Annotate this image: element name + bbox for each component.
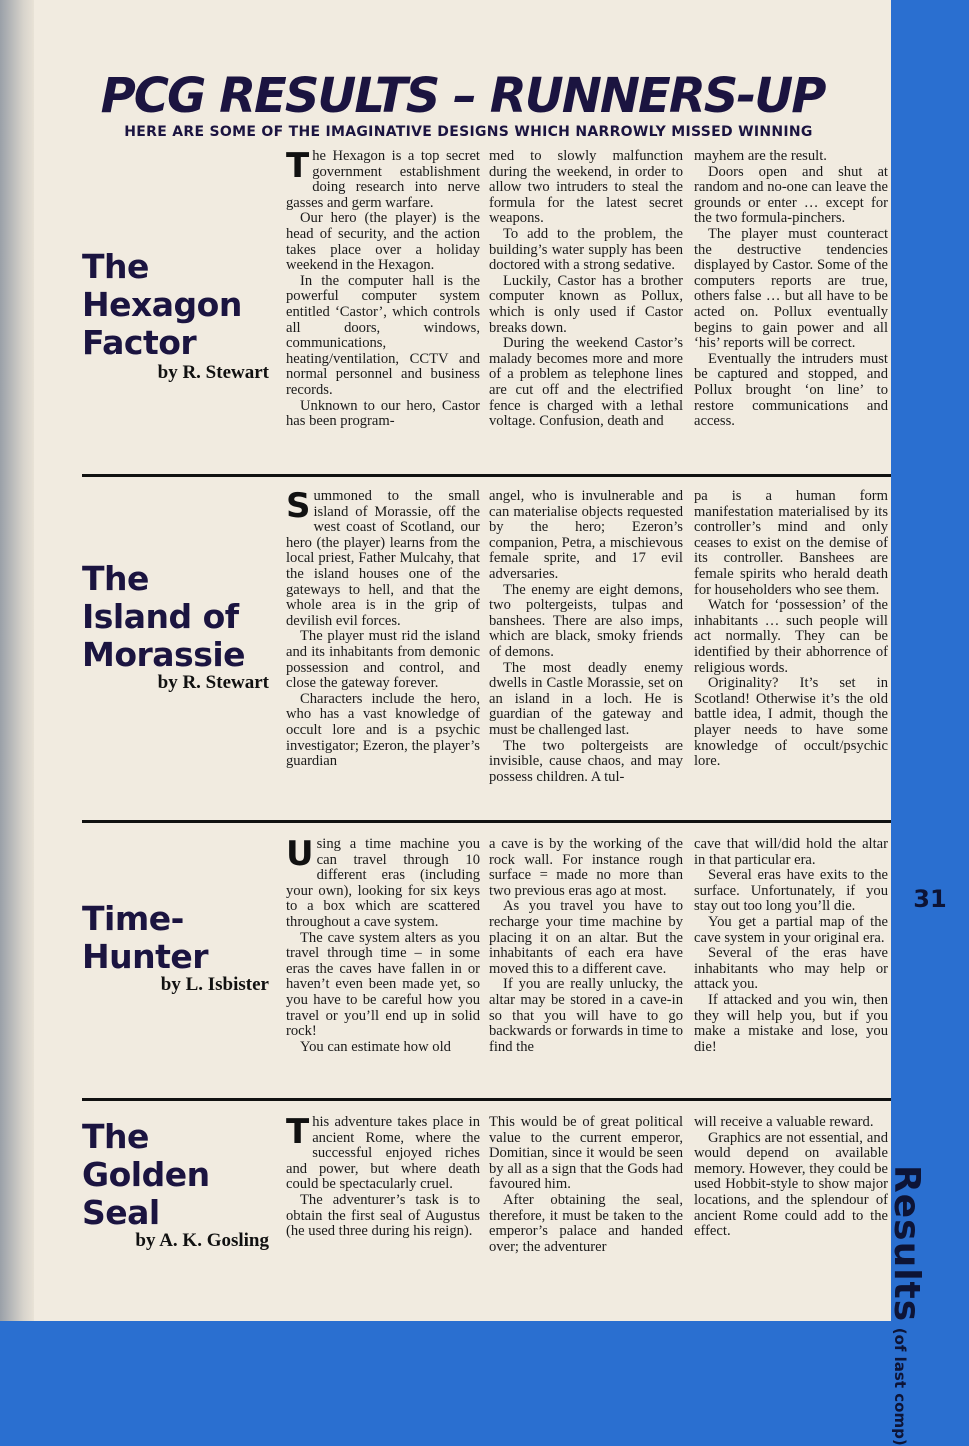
entry-byline: by R. Stewart bbox=[157, 362, 269, 383]
paragraph: pa is a human form manifestation materialised by its controller’s mind and only ceases to exist on the demise of its controller. Banshees are female spirits who herald death for householders who see them. bbox=[694, 488, 888, 598]
paragraph: Luckily, Castor has a brother computer known as Pollux, which is only used if Castor breaks down. bbox=[489, 272, 683, 336]
paragraph: This would be of great political value to the current emperor, Domitian, since it would be seen by all as a sign that the Gods had favoured him. bbox=[489, 1114, 683, 1193]
paragraph: Our hero (the player) is the head of security, and the action takes place over a holiday weekend in the Hexagon. bbox=[286, 210, 480, 274]
entry-title-line: Factor bbox=[82, 323, 197, 362]
paragraph: In the computer hall is the powerful computer system entitled ‘Castor’, which controls all doors, windows, communications, heating/ventilation, CCTV and normal personnel and business records. bbox=[286, 272, 480, 398]
entry-column-3 bbox=[694, 1115, 888, 1240]
entry-byline: by L. Isbister bbox=[160, 974, 269, 995]
paragraph: sing a time machine you can travel through 10 different eras (including your own), looking for six keys to a box which are scattered throughout a cave system. bbox=[286, 836, 480, 930]
paragraph: If attacked and you win, then they will help you, but if you make a mistake and lose, you die! bbox=[694, 991, 888, 1055]
entry-title bbox=[82, 560, 245, 674]
paragraph: The enemy are eight demons, two poltergeists, tulpas and banshees. There are also imps, which are black, smoky friends of demons. bbox=[489, 581, 683, 660]
entry-title-line: The bbox=[82, 247, 149, 286]
entry-column-1 bbox=[286, 486, 480, 770]
paragraph: Characters include the hero, who has a vast knowledge of occult lore and is a psychic investigator; Ezeron, the player’s guardian bbox=[286, 690, 480, 770]
entry-column-3 bbox=[694, 837, 888, 1055]
paragraph: his adventure takes place in ancient Rome, where the successful enjoyed riches and power, but where death could be spectacularly cruel. bbox=[286, 1114, 480, 1193]
paragraph: med to slowly malfunction during the weekend, in order to allow two intruders to steal the formula for the latest secret weapons. bbox=[489, 148, 683, 227]
entry-column-3 bbox=[694, 489, 888, 770]
paragraph: The adventurer’s task is to obtain the first seal of Augustus (he used three during his reign). bbox=[286, 1191, 480, 1240]
paragraph: During the weekend Castor’s malady becomes more and more of a problem as telephone lines are cut off and the electrified fence is charged with a lethal voltage. Confusion, death and bbox=[489, 335, 683, 430]
entry-title-line: The bbox=[82, 559, 149, 598]
paragraph: Unknown to our hero, Castor has been program- bbox=[286, 397, 480, 430]
binding-edge bbox=[0, 0, 34, 1321]
entry-column-2 bbox=[489, 149, 683, 430]
paragraph: cave that will/did hold the altar in that particular era. bbox=[694, 836, 888, 868]
section-tab-label bbox=[886, 1165, 927, 1446]
drop-cap: S bbox=[286, 486, 311, 526]
paragraph: As you travel you have to recharge your time machine by placing it on an altar. But the inhabitants of each era have moved this to a different cave. bbox=[489, 898, 683, 977]
page-subtitle: HERE ARE SOME OF THE IMAGINATIVE DESIGNS WHICH NARROWLY MISSED WINNING bbox=[124, 124, 813, 140]
paragraph: To add to the problem, the building’s water supply has been doctored with a strong sedative. bbox=[489, 225, 683, 274]
entry-column-2 bbox=[489, 489, 683, 785]
entry-title-line: Hexagon bbox=[82, 285, 242, 324]
section-divider bbox=[82, 474, 891, 477]
paragraph: he Hexagon is a top secret government establishment doing research into nerve gasses and germ warfare. bbox=[286, 148, 480, 211]
entry-column-1 bbox=[286, 1112, 480, 1240]
entry-title-line: Island of bbox=[82, 597, 239, 636]
section-sidebar bbox=[891, 0, 969, 1321]
entry-title bbox=[82, 900, 208, 976]
entry-title-line: The bbox=[82, 1117, 149, 1156]
paragraph: The player must rid the island and its inhabitants from demonic possession and control, and close the gateway forever. bbox=[286, 628, 480, 692]
paragraph: Watch for ‘possession’ of the inhabitants … such people will act normally. They can be identified by their abhorrence of religious words. bbox=[694, 597, 888, 676]
entry-title-line: Golden bbox=[82, 1155, 210, 1194]
entry-byline: by R. Stewart bbox=[157, 672, 269, 693]
paragraph: ummoned to the small island of Morassie, off the west coast of Scotland, our hero (the player) learns from the local priest, Father Mulcahy, that the island houses one of the gateways to hell, and that the whole area is in the grip of devilish evil forces. bbox=[286, 488, 480, 629]
paragraph: After obtaining the seal, therefore, it must be taken to the emperor’s palace and handed over; the adventurer bbox=[489, 1191, 683, 1255]
drop-cap: U bbox=[286, 834, 314, 874]
entry-column-1 bbox=[286, 834, 480, 1055]
entry-title-line: Hunter bbox=[82, 937, 209, 976]
section-divider bbox=[82, 1098, 891, 1101]
page-title: PCG RESULTS – RUNNERS-UP bbox=[100, 68, 825, 124]
entry-column-3 bbox=[694, 149, 888, 430]
entry-column-1 bbox=[286, 146, 480, 430]
entry-title bbox=[82, 248, 242, 362]
paragraph: angel, who is invulnerable and can materialise objects requested by the hero; Ezeron’s companion, Petra, a mischievous female sprite, and 17 evil adversaries. bbox=[489, 488, 683, 582]
entry-byline: by A. K. Gosling bbox=[135, 1230, 269, 1251]
paragraph: Originality? It’s set in Scotland! Otherwise it’s the old battle idea, I admit, though the player needs to have some knowledge of occult/psychic lore. bbox=[694, 675, 888, 770]
paragraph: You get a partial map of the cave system in your original era. bbox=[694, 913, 888, 946]
entry-title-line: Time- bbox=[82, 899, 184, 938]
paragraph: The player must counteract the destructive tendencies displayed by Castor. Some of the computers reports are true, others false … but all have to be acted on. Pollux eventually begins to gain power and all ‘his’ reports will be correct. bbox=[694, 225, 888, 352]
paragraph: a cave is by the working of the rock wall. For instance rough surface = made no more than two previous eras ago at most. bbox=[489, 836, 683, 899]
paragraph: Several of the eras have inhabitants who may help or attack you. bbox=[694, 945, 888, 993]
paragraph: Eventually the intruders must be captured and stopped, and Pollux brought ‘on line’ to restore communications and access. bbox=[694, 350, 888, 430]
section-divider bbox=[82, 820, 891, 823]
paragraph: Doors open and shut at random and no-one can leave the grounds or enter … except for the two formula-pinchers. bbox=[694, 163, 888, 227]
drop-cap: T bbox=[286, 1112, 310, 1152]
entry-title-line: Seal bbox=[82, 1193, 160, 1232]
drop-cap: T bbox=[286, 146, 310, 186]
paragraph: Graphics are not essential, and would depend on available memory. However, they could be used Hobbit-style to show major locations, and the splendour of ancient Rome could add to the effect. bbox=[694, 1129, 888, 1240]
page-number: 31 bbox=[913, 885, 947, 913]
entry-title bbox=[82, 1118, 210, 1232]
entry-column-2 bbox=[489, 1115, 683, 1255]
section-label: Results bbox=[886, 1165, 927, 1323]
entry-column-2 bbox=[489, 837, 683, 1055]
magazine-page bbox=[34, 0, 891, 1321]
section-note: (of last comp) bbox=[891, 1327, 909, 1446]
entry-title-line: Morassie bbox=[82, 635, 246, 674]
paragraph: Several eras have exits to the surface. Unfortunately, if you stay out too long you’ll die. bbox=[694, 867, 888, 915]
paragraph: You can estimate how old bbox=[300, 1038, 451, 1055]
paragraph: The cave system alters as you travel through time – in some eras the caves have fallen in or haven’t even been made yet, so you have to be careful how you travel or you’ll end up in solid rock! bbox=[286, 929, 480, 1040]
paragraph: The most deadly enemy dwells in Castle Morassie, set on an island in a loch. He is guardian of the gateway and must be challenged last. bbox=[489, 659, 683, 738]
paragraph: mayhem are the result. bbox=[694, 148, 827, 164]
paragraph: If you are really unlucky, the altar may be stored in a cave-in so that you will have to go backwards or forwards in time to find the bbox=[489, 976, 683, 1055]
paragraph: will receive a valuable reward. bbox=[694, 1114, 874, 1130]
paragraph: The two poltergeists are invisible, cause chaos, and may possess children. A tul- bbox=[489, 737, 683, 785]
